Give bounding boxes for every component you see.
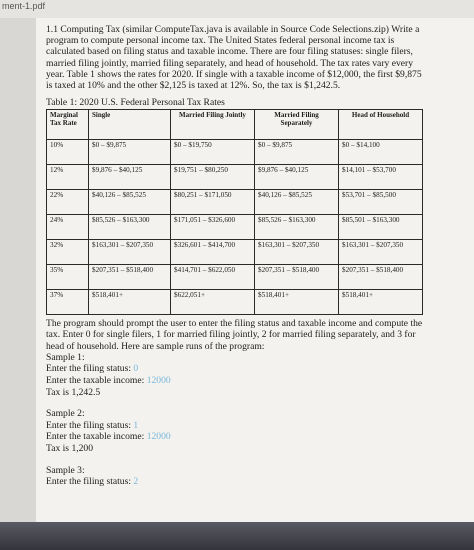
input-value: 12000 [146,375,171,387]
bracket-cell: $85,501 – $163,300 [339,215,423,240]
bracket-cell: $163,301 – $207,350 [89,240,171,265]
bracket-cell: $0 – $14,100 [339,140,423,165]
bracket-cell: $40,126 – $85,525 [89,190,171,215]
prompt-text: Enter the taxable income: [46,431,147,443]
sample-line [46,363,426,375]
header-cell: Married Filing Separately [255,110,339,140]
sample-title: Sample 2: [46,408,85,420]
input-value: 12000 [146,431,171,443]
bracket-cell: $163,301 – $207,350 [255,240,339,265]
bracket-cell: $518,401+ [339,290,423,315]
header-cell: Marginal Tax Rate [47,110,89,140]
bracket-cell: $414,701 – $622,050 [171,265,255,290]
table-caption: Table 1: 2020 U.S. Federal Personal Tax Rates [46,97,225,109]
table-row [47,265,423,290]
bracket-cell: $163,301 – $207,350 [339,240,423,265]
bracket-cell: $207,351 – $518,400 [89,265,171,290]
input-value: 1 [133,419,139,431]
screen-bottom-bezel [0,522,474,550]
input-value: 2 [133,476,139,488]
header-cell: Head of Household [339,110,423,140]
rate-cell: 35% [47,265,89,290]
sample-run-1 [46,352,426,398]
bracket-cell: $0 – $9,875 [89,140,171,165]
window-title: ment-1.pdf [2,1,46,11]
sample-result: Tax is 1,200 [46,442,94,454]
sample-line [46,431,426,443]
instructions-paragraph: The program should prompt the user to enter the filing status and taxable income and compute the tax. Enter 0 for single filers, 1 for married filing jointly, 2 for married filing separately, and 3 for head of household. Here are sample runs of the program: [46,318,423,352]
table-row [47,165,423,190]
sample-run-3 [46,465,426,488]
prompt-text: Enter the filing status: [46,476,134,488]
table-row [47,190,423,215]
bracket-cell: $171,051 – $326,600 [171,215,255,240]
bracket-cell: $326,601 – $414,700 [171,240,255,265]
rate-cell: 22% [47,190,89,215]
rate-cell: 10% [47,140,89,165]
header-cell: Single [89,110,171,140]
sample-line [46,375,426,387]
sample-result: Tax is 1,242.5 [46,386,101,398]
table-header-row [47,110,423,140]
prompt-text: Enter the taxable income: [46,375,147,387]
bracket-cell: $85,526 – $163,300 [89,215,171,240]
bracket-cell: $85,526 – $163,300 [255,215,339,240]
bracket-cell: $53,701 – $85,500 [339,190,423,215]
table-row [47,215,423,240]
sample-title: Sample 3: [46,464,85,476]
rate-cell: 37% [47,290,89,315]
header-cell: Married Filing Jointly [171,110,255,140]
sample-run-2 [46,408,426,454]
bracket-cell: $0 – $9,875 [255,140,339,165]
prompt-text: Enter the filing status: [46,419,134,431]
sample-title: Sample 1: [46,351,85,363]
table-row [47,140,423,165]
rate-cell: 12% [47,165,89,190]
document-page [36,18,474,524]
document-content [46,24,426,488]
bracket-cell: $9,876 – $40,125 [255,165,339,190]
bracket-cell: $518,401+ [255,290,339,315]
intro-paragraph: 1.1 Computing Tax (similar ComputeTax.java is available in Source Code Selections.zip) Write a program to compute personal income tax. The United States federal personal income tax is calculated based on filing status and taxable income. There are four filing statuses: single filers, married filing jointly, married filing separately, and head of household. The tax rates vary every year. Table 1 shows the rates for 2020. If single with a taxable income of $12,000, the first $9,875 is taxed at 10% and the other $2,125 is taxed at 12%. So, the tax is $1,242.5. [46,24,422,92]
bracket-cell: $19,751 – $80,250 [171,165,255,190]
window-title-bar [0,0,474,18]
bracket-cell: $80,251 – $171,050 [171,190,255,215]
sample-line [46,420,426,432]
table-row [47,240,423,265]
bracket-cell: $40,126 – $85,525 [255,190,339,215]
bracket-cell: $207,351 – $518,400 [255,265,339,290]
bracket-cell: $207,351 – $518,400 [339,265,423,290]
table-row [47,290,423,315]
rate-cell: 24% [47,215,89,240]
bracket-cell: $0 – $19,750 [171,140,255,165]
rate-cell: 32% [47,240,89,265]
prompt-text: Enter the filing status: [46,363,134,375]
bracket-cell: $9,876 – $40,125 [89,165,171,190]
tax-rates-table [46,109,423,315]
bracket-cell: $14,101 – $53,700 [339,165,423,190]
input-value: 0 [133,363,139,375]
bracket-cell: $518,401+ [89,290,171,315]
bracket-cell: $622,051+ [171,290,255,315]
sample-line [46,476,426,488]
